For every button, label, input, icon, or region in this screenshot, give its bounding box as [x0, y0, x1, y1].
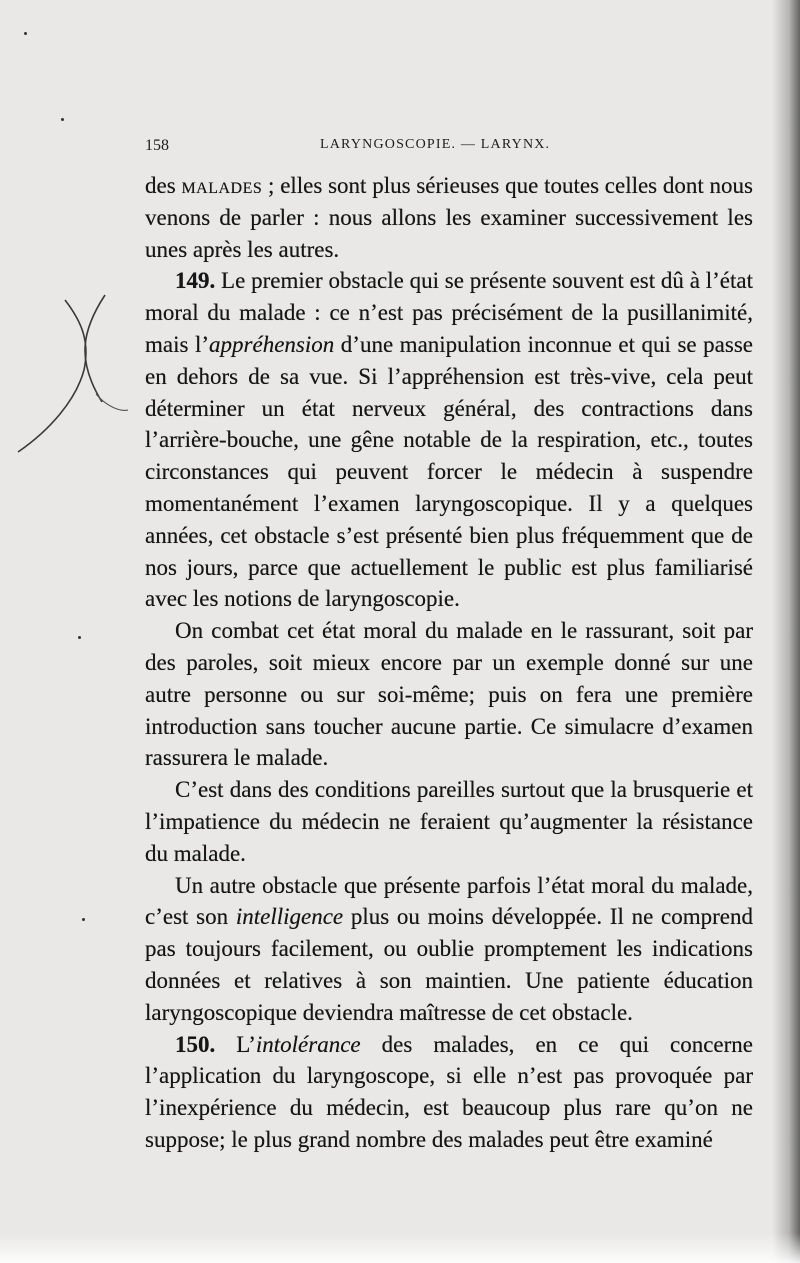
text-segment: 149. [175, 268, 216, 294]
text-segment: Le premier obstacle qui se présente souvent est dû à l’état moral du malade : ce n’est pas précisément de la pusillanimité, mais l’ [145, 268, 753, 357]
text-segment: On combat cet état moral du malade en le rassurant, soit par des paroles, soit mieux encore par un exemple donné sur une autre personne ou sur soi-même; puis on fera une première introduction sans toucher aucune partie. Ce simulacre d’examen rassurera le malade. [145, 618, 753, 771]
text-segment: intelligence [235, 904, 344, 930]
ink-speck [82, 918, 85, 921]
text-segment: ; elles sont plus sérieuses que toutes celles dont nous venons de parler : nous allons les examiner successivement les unes après les autres. [145, 173, 754, 262]
text-segment: des malades, en ce qui concerne l’application du laryngoscope, si elle n’est pas provoquée par l’inexpérience du médecin, est beaucoup plus rare qu’on ne suppose; le plus grand nombre des malades peut être examiné [145, 1031, 753, 1152]
paragraph [145, 170, 753, 265]
paragraph [145, 615, 753, 774]
page-number: 158 [145, 137, 169, 154]
text-segment: plus ou moins développée. Il ne comprend pas toujours facilement, ou oublie promptement les indications données et relatives à son maintien. Une patiente éducation laryngoscopique deviendra maîtresse de cet obstacle. [145, 904, 753, 1025]
text-segment: des [145, 173, 182, 198]
text-segment: C’est dans des conditions pareilles surtout que la brusquerie et l’impatience du médecin ne feraient qu’augmenter la résistance du malade. [145, 777, 753, 866]
ink-speck [61, 118, 64, 121]
paragraph [145, 265, 753, 615]
page-header [145, 137, 755, 157]
running-head: LARYNGOSCOPIE. — LARYNX. [320, 137, 551, 152]
text-segment: malades [181, 173, 263, 198]
page-edge-shadow [772, 0, 800, 1263]
ink-speck [78, 636, 81, 639]
text-segment: 150. [175, 1031, 216, 1057]
paragraph [145, 774, 753, 869]
paragraph [145, 1029, 753, 1156]
text-segment: appréhension [209, 331, 335, 357]
text-segment: Un autre obstacle que présente parfois l’état moral du malade, c’est son [145, 872, 753, 930]
page-bottom-fade [0, 1233, 800, 1263]
text-segment: L’ [215, 1031, 256, 1057]
text-segment: intolérance [255, 1031, 361, 1057]
ink-speck [24, 32, 27, 35]
text-segment: d’une manipulation inconnue et qui se passe en dehors de sa vue. Si l’appréhension est très-vive, cela peut déterminer un état nerveux général, des contractions dans l’arrière-bouche, une gêne notable de la respiration, etc., toutes circonstances qui peuvent forcer le médecin à suspendre momentanément l’examen laryngoscopique. Il y a quelques années, cet obstacle s’est présenté bien plus fréquemment que de nos jours, parce que actuellement le public est plus familiarisé avec les notions de laryngoscopie. [145, 331, 753, 612]
paragraph [145, 870, 753, 1029]
body-text [145, 170, 753, 1156]
handwritten-margin-mark [10, 290, 140, 460]
